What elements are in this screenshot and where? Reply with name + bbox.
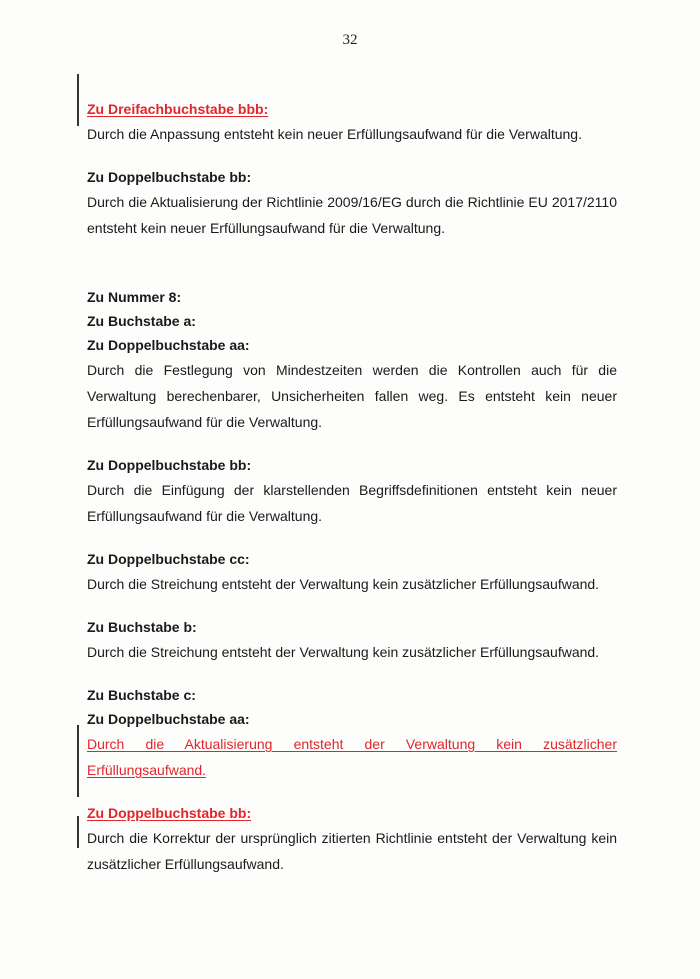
heading-doppelbuchstabe-cc: Zu Doppelbuchstabe cc: — [87, 551, 250, 567]
paragraph-korrektur-richtlinie: Durch die Korrektur der ursprünglich zitierten Richtlinie entsteht der Verwaltung kein zusätzlicher Erfüllungsaufwand. — [87, 830, 617, 872]
heading-doppelbuchstabe-bb-2: Zu Doppelbuchstabe bb: — [87, 457, 252, 473]
heading-doppelbuchstabe-aa-2: Zu Doppelbuchstabe aa: — [87, 711, 250, 727]
change-bar-bottom — [77, 816, 79, 848]
heading-doppelbuchstabe-aa-1: Zu Doppelbuchstabe aa: — [87, 337, 250, 353]
document-body — [87, 97, 617, 877]
change-bar-middle — [77, 725, 79, 797]
change-bar-top — [77, 74, 79, 126]
paragraph-aktualisierung-richtlinie: Durch die Aktualisierung der Richtlinie 2009/16/EG durch die Richtlinie EU 2017/2110 entsteht kein neuer Erfüllungsaufwand für die Verwaltung. — [87, 194, 617, 236]
heading-doppelbuchstabe-bb-3: Zu Doppelbuchstabe bb: — [87, 805, 252, 821]
heading-buchstabe-a: Zu Buchstabe a: — [87, 313, 196, 329]
paragraph-streichung-1: Durch die Streichung entsteht der Verwaltung kein zusätzlicher Erfüllungsaufwand. — [87, 576, 600, 592]
paragraph-begriffsdefinitionen: Durch die Einfügung der klarstellenden Begriffsdefinitionen entsteht kein neuer Erfüllungsaufwand für die Verwaltung. — [87, 482, 617, 524]
heading-nummer-8: Zu Nummer 8: — [87, 289, 182, 305]
heading-dreifachbuchstabe-bbb: Zu Dreifachbuchstabe bbb: — [87, 101, 269, 117]
paragraph-anpassung: Durch die Anpassung entsteht kein neuer Erfüllungsaufwand für die Verwaltung. — [87, 126, 582, 142]
heading-doppelbuchstabe-bb-1: Zu Doppelbuchstabe bb: — [87, 169, 252, 185]
page-number: 32 — [342, 32, 358, 48]
heading-buchstabe-b: Zu Buchstabe b: — [87, 619, 197, 635]
paragraph-streichung-2: Durch die Streichung entsteht der Verwaltung kein zusätzlicher Erfüllungsaufwand. — [87, 644, 600, 660]
heading-buchstabe-c: Zu Buchstabe c: — [87, 687, 196, 703]
paragraph-mindestzeiten: Durch die Festlegung von Mindestzeiten werden die Kontrollen auch für die Verwaltung berechenbarer, Unsicherheiten fallen weg. Es entsteht kein neuer Erfüllungsaufwand für die Verwaltung. — [87, 362, 617, 430]
paragraph-aktualisierung-red: Durch die Aktualisierung entsteht der Verwaltung kein zusätzlicher Erfüllungsaufwand. — [87, 736, 617, 778]
